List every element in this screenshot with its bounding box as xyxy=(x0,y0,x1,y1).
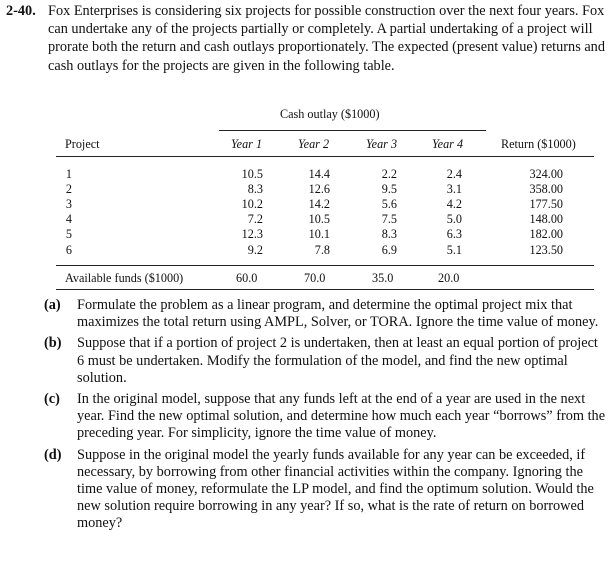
table-cell-y4: 3.1 xyxy=(446,182,462,197)
part-d xyxy=(44,447,606,533)
table-cell-y2: 14.2 xyxy=(308,197,330,212)
header-year4: Year 4 xyxy=(432,137,464,151)
header-year3: Year 3 xyxy=(366,137,398,151)
table-cell-project: 6 xyxy=(65,242,72,257)
table-cell-y1: 8.3 xyxy=(247,182,263,197)
table-cell-y2: 14.4 xyxy=(308,167,330,181)
table-cell-y2: 10.5 xyxy=(308,212,330,227)
table-cell-y4: 5.0 xyxy=(446,212,462,227)
part-c-text: In the original model, suppose that any funds left at the end of a year are used in the next year. Find the new optimal solution, and determine how much each year “borrows” from the preceding year. For simplicity, ignore the time value of money. xyxy=(77,391,606,442)
table-cell-y3: 7.5 xyxy=(381,212,397,227)
available-year1: 60.0 xyxy=(236,271,258,285)
table-cell-project: 1 xyxy=(65,167,72,181)
table-cell-y4: 6.3 xyxy=(446,227,462,242)
table-cell-y1: 10.5 xyxy=(241,167,263,181)
table-cell-y1: 9.2 xyxy=(247,242,263,257)
problem-number: 2-40. xyxy=(6,3,36,19)
part-d-label: (d) xyxy=(44,446,62,463)
table-cell-ret: 358.00 xyxy=(529,182,563,197)
table-cell-y2: 12.6 xyxy=(308,182,330,197)
question-parts xyxy=(44,297,606,537)
problem-statement xyxy=(6,2,606,75)
table-cell-y3: 8.3 xyxy=(381,227,397,242)
table-cell-y1: 10.2 xyxy=(241,197,263,212)
table-cell-y4: 4.2 xyxy=(446,197,462,212)
part-a-label: (a) xyxy=(44,297,61,313)
header-year2: Year 2 xyxy=(298,137,330,151)
part-c xyxy=(44,391,606,443)
available-year4: 20.0 xyxy=(438,271,460,285)
table-cell-y4: 2.4 xyxy=(446,167,462,181)
header-year1: Year 1 xyxy=(231,137,263,151)
table-cell-ret: 324.00 xyxy=(529,167,563,181)
part-b xyxy=(44,335,606,387)
header-return: Return ($1000) xyxy=(501,137,576,151)
table-cell-ret: 182.00 xyxy=(529,227,563,242)
available-year3: 35.0 xyxy=(372,271,394,285)
table-cell-y1: 12.3 xyxy=(241,227,263,242)
table-cell-y2: 7.8 xyxy=(314,242,330,257)
body-rule xyxy=(56,265,594,266)
part-d-text: Suppose in the original model the yearly funds available for any year can be exceeded, if necessary, by borrowing from other financial activities within the company. Ignoring the time value of money, reformulate the LP model, and find the optimum solution. Would the new solution require borrowing in any year? If so, what is the rate of return on borrowed money? xyxy=(77,446,594,532)
table-cell-y4: 5.1 xyxy=(446,242,462,257)
table-cell-y1: 7.2 xyxy=(247,212,263,227)
table-cell-y3: 9.5 xyxy=(381,182,397,197)
table-cell-y2: 10.1 xyxy=(308,227,330,242)
table-cell-y3: 2.2 xyxy=(381,167,397,181)
cash-outlay-rule xyxy=(219,130,486,131)
table-cell-y3: 5.6 xyxy=(381,197,397,212)
part-a-text: Formulate the problem as a linear program, and determine the optimal project mix that maximizes the total return using AMPL, Solver, or TORA. Ignore the time value of money. xyxy=(77,297,599,331)
bottom-rule xyxy=(56,289,594,290)
part-b-label: (b) xyxy=(44,335,62,352)
part-b-text: Suppose that if a portion of project 2 is undertaken, then at least an equal portion of project 6 must be undertaken. Modify the formulation of the model, and find the new optimal solution. xyxy=(77,335,598,386)
header-rule xyxy=(56,156,594,157)
table-cell-project: 2 xyxy=(65,182,72,197)
part-a xyxy=(44,297,606,331)
table-cell-project: 3 xyxy=(65,197,72,212)
table-cell-y3: 6.9 xyxy=(381,242,397,257)
available-year2: 70.0 xyxy=(304,271,326,285)
cash-outlay-title: Cash outlay ($1000) xyxy=(280,107,380,121)
part-c-label: (c) xyxy=(44,391,60,408)
header-project: Project xyxy=(65,137,100,151)
table-cell-ret: 148.00 xyxy=(529,212,563,227)
table-cell-project: 4 xyxy=(65,212,72,227)
table-cell-project: 5 xyxy=(65,227,72,242)
problem-text: Fox Enterprises is considering six projects for possible construction over the next four years. Fox can undertake any of the projects partially or completely. A partial undertaking of a project will prorate both the return and cash outlays proportionately. The expected (present value) returns and cash outlays for the projects are given in the following table. xyxy=(48,3,605,74)
available-funds-label: Available funds ($1000) xyxy=(65,271,184,285)
table-cell-ret: 123.50 xyxy=(529,242,563,257)
table-cell-ret: 177.50 xyxy=(529,197,563,212)
